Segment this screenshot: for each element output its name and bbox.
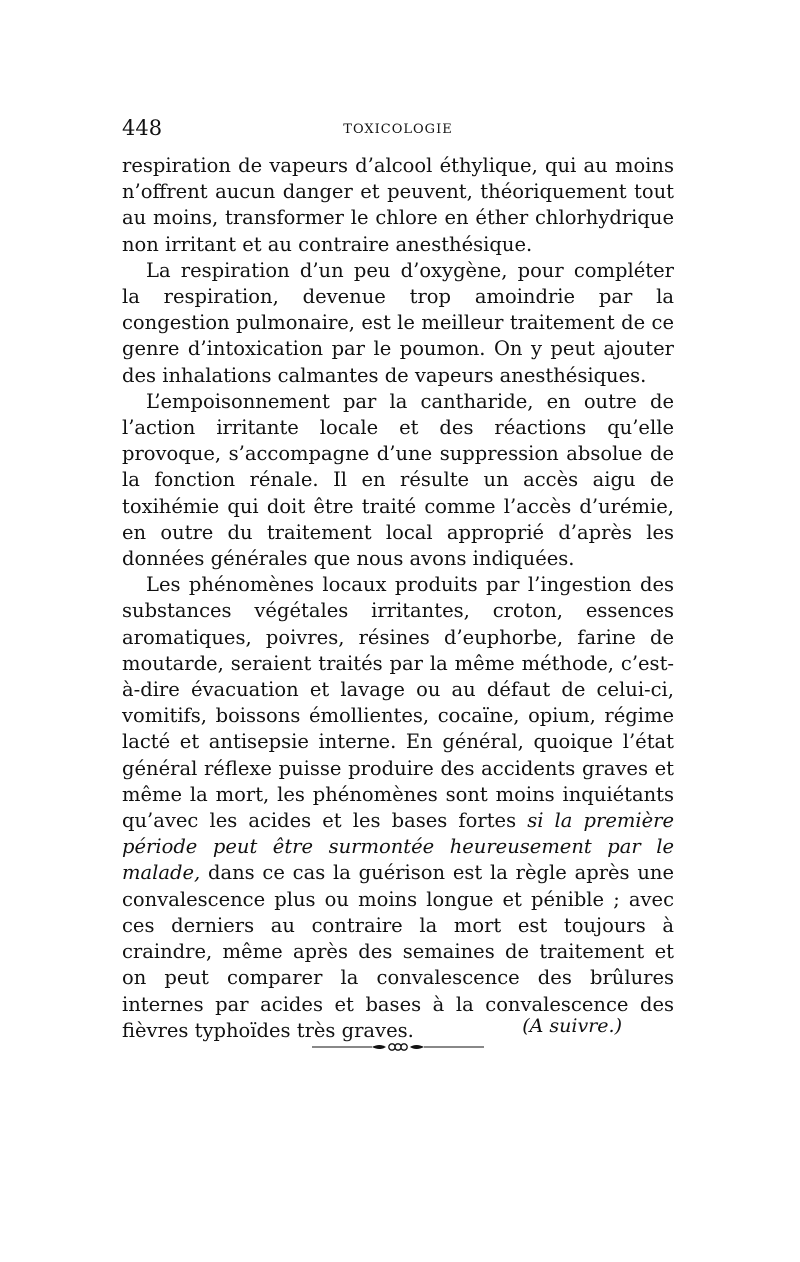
paragraph-4 <box>122 572 674 1044</box>
paragraph-4-part-2: dans ce cas la guérison est la règle après une convalescence plus ou moins longue et pénible ; avec ces derniers au contraire la mort est toujours à craindre, même après des semaines de traitement et on peut comparer la convalescence des brûlures internes par acides et bases à la convalescence des fièvres typhoïdes très graves. <box>122 861 674 1042</box>
running-head <box>122 116 674 146</box>
paragraph-2: La respiration d’un peu d’oxygène, pour compléter la respiration, devenue trop amoindrie par la congestion pulmonaire, est le meilleur traitement de ce genre d’intoxication par le poumon. On y peut ajouter des inhalations calmantes de vapeurs anesthésiques. <box>122 258 674 387</box>
running-title: TOXICOLOGIE <box>343 122 453 137</box>
paragraph-1: respiration de vapeurs d’alcool éthylique, qui au moins n’offrent aucun danger et peuvent, théoriquement tout au moins, transformer le chlore en éther chlorhydrique non irritant et au contraire anesthésique. <box>122 154 674 256</box>
continued-note: (A suivre.) <box>522 1015 622 1037</box>
body-text <box>122 153 674 1044</box>
ornament-divider-icon <box>312 1040 484 1054</box>
paragraph-4-italic: si la première période peut être surmontée heureusement par le malade, <box>122 809 674 885</box>
paragraph-4-part-1: Les phénomènes locaux produits par l’ingestion des substances végétales irritantes, croton, essences aromatiques, poivres, résines d’euphorbe, farine de moutarde, seraient traités par la même méthode, c’est-à-dire évacuation et lavage ou au défaut de celui-ci, vomitifs, boissons émollientes, cocaïne, opium, régime lacté et antisepsie interne. En général, quoique l’état général réflexe puisse produire des accidents graves et même la mort, les phénomènes sont moins inquiétants qu’avec les acides et les bases fortes <box>122 573 674 833</box>
page-number: 448 <box>122 116 163 140</box>
paragraph-3: L’empoisonnement par la cantharide, en outre de l’action irritante locale et des réactions qu’elle provoque, s’accompagne d’une suppression absolue de la fonction rénale. Il en résulte un accès aigu de toxihémie qui doit être traité comme l’accès d’urémie, en outre du traitement local approprié d’après les données générales que nous avons indiquées. <box>122 389 674 571</box>
